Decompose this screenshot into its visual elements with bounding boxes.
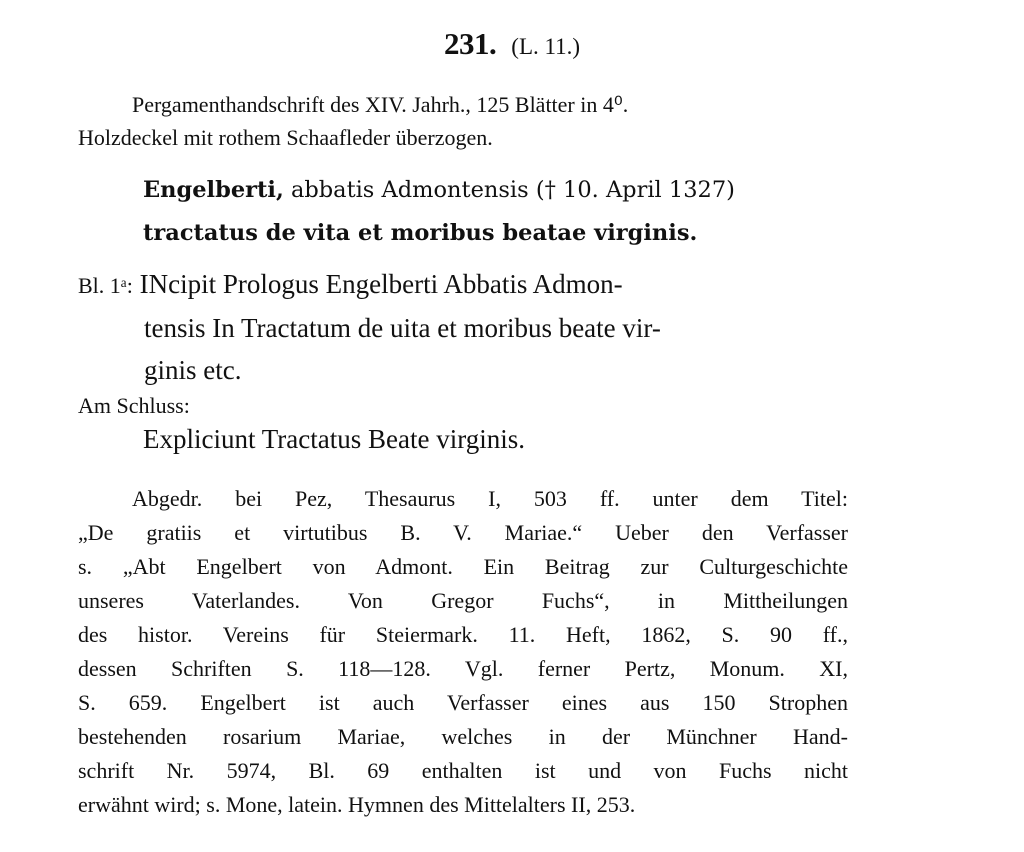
shelf-signature: (L. 11.): [511, 34, 581, 59]
author-name: Engelberti,: [143, 177, 284, 203]
schluss-label: Am Schluss:: [78, 393, 190, 418]
note-line: erwähnt wird; s. Mone, latein. Hymnen des Mittelalters II, 253.: [78, 792, 636, 817]
incipit-line: tensis In Tractatum de uita et moribus beate vir-: [144, 313, 661, 343]
bibliographic-notes: [78, 482, 848, 822]
note-line: Abgedr. bei Pez, Thesaurus I, 503 ff. unter dem Titel:: [132, 486, 848, 511]
explicit-text: Expliciunt Tractatus Beate virginis.: [143, 424, 525, 454]
note-line: des histor. Vereins für Steiermark. 11. Heft, 1862, S. 90 ff.,: [78, 622, 848, 647]
incipit-line: ginis etc.: [144, 355, 242, 385]
note-line: bestehenden rosarium Mariae, welches in der Münchner Hand-: [78, 724, 848, 749]
manuscript-description: [78, 88, 848, 154]
note-line: S. 659. Engelbert ist auch Verfasser eines aus 150 Strophen: [78, 690, 848, 715]
note-line: unseres Vaterlandes. Von Gregor Fuchs“, in Mittheilungen: [78, 588, 848, 613]
note-line: dessen Schriften S. 118—128. Vgl. ferner Pertz, Monum. XI,: [78, 656, 848, 681]
entry-header: [0, 26, 1024, 62]
note-line: schrift Nr. 5974, Bl. 69 enthalten ist und von Fuchs nicht: [78, 758, 848, 783]
author-details: abbatis Admontensis († 10. April 1327): [290, 177, 735, 203]
note-line: „De gratiis et virtutibus B. V. Mariae.“ Ueber den Verfasser: [78, 520, 848, 545]
folio-label: Bl. 1ᵃ:: [78, 273, 133, 298]
incipit-block: [78, 263, 848, 391]
entry-number: 231.: [443, 26, 497, 61]
incipit-line: INcipit Prologus Engelberti Abbatis Admon-: [139, 269, 623, 299]
description-line: Pergamenthandschrift des XIV. Jahrh., 125 Blätter in 4⁰.: [132, 92, 629, 117]
note-line: s. „Abt Engelbert von Admont. Ein Beitrag zur Culturgeschichte: [78, 554, 848, 579]
work-title: [143, 169, 853, 255]
work-name: tractatus de vita et moribus beatae virginis.: [143, 220, 698, 246]
description-line: Holzdeckel mit rothem Schaafleder überzogen.: [78, 125, 493, 150]
